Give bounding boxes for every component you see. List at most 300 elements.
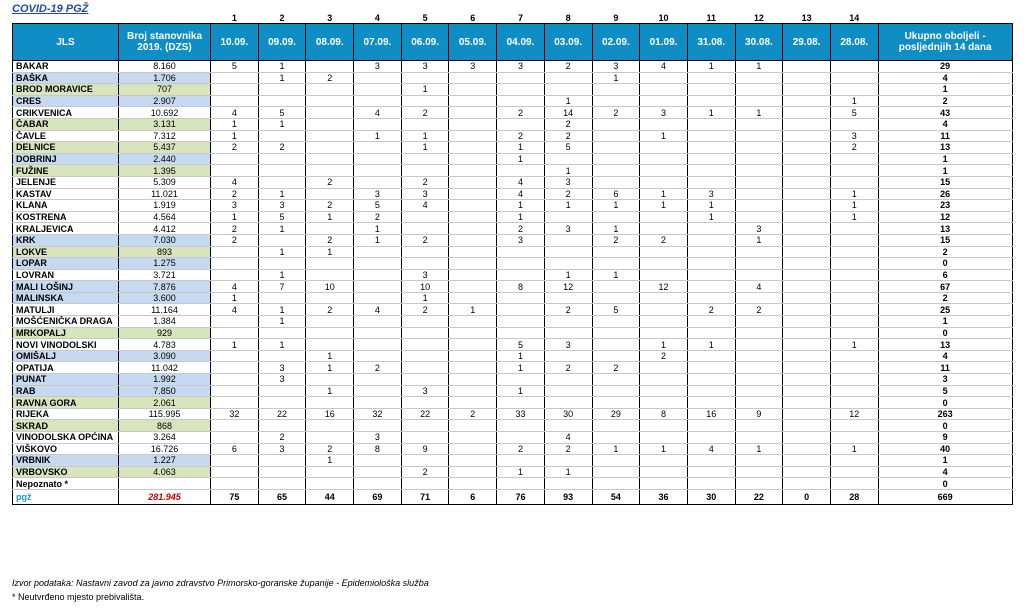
daily-cases-cell [306, 84, 354, 96]
header-date: 07.09. [354, 24, 402, 61]
daily-cases-cell [401, 420, 449, 432]
daily-cases-cell: 2 [592, 234, 640, 246]
daily-cases-cell: 2 [306, 72, 354, 84]
daily-cases-cell [592, 130, 640, 142]
daily-cases-cell [783, 432, 831, 444]
daily-cases-cell: 2 [401, 176, 449, 188]
daily-cases-cell [306, 374, 354, 386]
daily-cases-cell: 32 [211, 408, 259, 420]
table-row [13, 223, 1013, 235]
daily-cases-cell: 2 [592, 107, 640, 119]
population-cell: 4.783 [119, 339, 211, 351]
total-cases-cell: 67 [878, 281, 1012, 293]
population-cell: 7.030 [119, 234, 211, 246]
header-date: 01.09. [640, 24, 688, 61]
daily-cases-cell [544, 385, 592, 397]
daily-cases-cell [783, 362, 831, 374]
daily-cases-cell [258, 350, 306, 362]
total-cases-cell: 11 [878, 362, 1012, 374]
daily-cases-cell: 22 [258, 408, 306, 420]
daily-cases-cell [544, 455, 592, 467]
daily-cases-cell [687, 153, 735, 165]
daily-cases-cell [592, 374, 640, 386]
municipality-name: SKRAD [13, 420, 119, 432]
column-number: 14 [849, 13, 860, 23]
total-cases-cell: 1 [878, 84, 1012, 96]
daily-cases-cell [354, 339, 402, 351]
daily-cases-cell: 1 [306, 385, 354, 397]
population-cell: 3.090 [119, 350, 211, 362]
daily-cases-cell [354, 176, 402, 188]
daily-cases-cell [735, 374, 783, 386]
daily-cases-cell [354, 95, 402, 107]
municipality-name: MALINSKA [13, 292, 119, 304]
daily-cases-cell [592, 397, 640, 409]
daily-cases-cell [687, 223, 735, 235]
daily-cases-cell [592, 292, 640, 304]
table-row [13, 350, 1013, 362]
daily-cases-cell: 1 [497, 466, 545, 478]
table-row [13, 455, 1013, 467]
daily-cases-cell [783, 281, 831, 293]
daily-cases-cell: 4 [735, 281, 783, 293]
daily-cases-cell: 2 [354, 362, 402, 374]
footer-daily-total: 6 [449, 489, 497, 504]
daily-cases-cell [544, 246, 592, 258]
daily-cases-cell: 1 [640, 339, 688, 351]
daily-cases-cell [449, 269, 497, 281]
daily-cases-cell [783, 246, 831, 258]
total-cases-cell: 1 [878, 153, 1012, 165]
daily-cases-cell: 1 [401, 142, 449, 154]
daily-cases-cell [211, 478, 259, 490]
daily-cases-cell [211, 316, 259, 328]
daily-cases-cell [640, 374, 688, 386]
daily-cases-cell [258, 420, 306, 432]
daily-cases-cell [449, 118, 497, 130]
daily-cases-cell: 5 [592, 304, 640, 316]
daily-cases-cell [830, 455, 878, 467]
total-cases-cell: 0 [878, 327, 1012, 339]
daily-cases-cell [783, 292, 831, 304]
daily-cases-cell [687, 466, 735, 478]
daily-cases-cell: 1 [592, 223, 640, 235]
municipality-name: KRK [13, 234, 119, 246]
daily-cases-cell: 3 [401, 385, 449, 397]
daily-cases-cell [354, 153, 402, 165]
daily-cases-cell [497, 165, 545, 177]
daily-cases-cell [735, 420, 783, 432]
population-cell: 7.876 [119, 281, 211, 293]
daily-cases-cell [687, 72, 735, 84]
daily-cases-cell [449, 142, 497, 154]
daily-cases-cell: 6 [211, 443, 259, 455]
daily-cases-cell [687, 455, 735, 467]
daily-cases-cell [401, 223, 449, 235]
daily-cases-cell [497, 316, 545, 328]
municipality-name: DELNICE [13, 142, 119, 154]
daily-cases-cell [354, 269, 402, 281]
daily-cases-cell [544, 258, 592, 270]
daily-cases-cell [640, 258, 688, 270]
daily-cases-cell [258, 397, 306, 409]
daily-cases-cell [735, 362, 783, 374]
daily-cases-cell [830, 223, 878, 235]
table-row [13, 269, 1013, 281]
daily-cases-cell: 1 [306, 362, 354, 374]
municipality-name: VIŠKOVO [13, 443, 119, 455]
daily-cases-cell: 1 [306, 246, 354, 258]
daily-cases-cell [640, 385, 688, 397]
covid-table [12, 10, 1013, 505]
daily-cases-cell: 1 [306, 350, 354, 362]
daily-cases-cell [640, 432, 688, 444]
daily-cases-cell: 1 [830, 211, 878, 223]
daily-cases-cell: 2 [544, 118, 592, 130]
municipality-name: BAKAR [13, 61, 119, 73]
daily-cases-cell [211, 466, 259, 478]
total-cases-cell: 0 [878, 258, 1012, 270]
table-row [13, 466, 1013, 478]
daily-cases-cell: 1 [354, 223, 402, 235]
daily-cases-cell [449, 362, 497, 374]
daily-cases-cell [830, 397, 878, 409]
municipality-name: MRKOPALJ [13, 327, 119, 339]
daily-cases-cell [401, 258, 449, 270]
population-cell: 4.564 [119, 211, 211, 223]
daily-cases-cell [735, 72, 783, 84]
footer-grand-total: 669 [878, 489, 1012, 504]
daily-cases-cell [449, 95, 497, 107]
daily-cases-cell [497, 118, 545, 130]
daily-cases-cell [783, 269, 831, 281]
municipality-name: RIJEKA [13, 408, 119, 420]
daily-cases-cell: 3 [258, 362, 306, 374]
header-date: 29.08. [783, 24, 831, 61]
daily-cases-cell: 14 [544, 107, 592, 119]
footer-row [13, 489, 1013, 504]
daily-cases-cell [449, 188, 497, 200]
daily-cases-cell [449, 223, 497, 235]
table-row [13, 84, 1013, 96]
daily-cases-cell [592, 165, 640, 177]
daily-cases-cell: 4 [687, 443, 735, 455]
daily-cases-cell: 3 [640, 107, 688, 119]
daily-cases-cell: 1 [258, 269, 306, 281]
daily-cases-cell: 12 [544, 281, 592, 293]
population-cell: 3.600 [119, 292, 211, 304]
daily-cases-cell [211, 455, 259, 467]
daily-cases-cell [401, 362, 449, 374]
daily-cases-cell: 8 [497, 281, 545, 293]
table-row [13, 200, 1013, 212]
daily-cases-cell [544, 374, 592, 386]
daily-cases-cell [592, 211, 640, 223]
daily-cases-cell: 1 [640, 188, 688, 200]
population-cell: 4.063 [119, 466, 211, 478]
footer-daily-total: 75 [211, 489, 259, 504]
footer-daily-total: 71 [401, 489, 449, 504]
daily-cases-cell: 1 [544, 269, 592, 281]
daily-cases-cell [544, 211, 592, 223]
daily-cases-cell [449, 153, 497, 165]
daily-cases-cell [211, 153, 259, 165]
daily-cases-cell: 3 [211, 200, 259, 212]
total-cases-cell: 4 [878, 350, 1012, 362]
daily-cases-cell: 10 [306, 281, 354, 293]
total-cases-cell: 5 [878, 385, 1012, 397]
daily-cases-cell [783, 176, 831, 188]
population-cell: 1.227 [119, 455, 211, 467]
daily-cases-cell [830, 246, 878, 258]
daily-cases-cell [592, 466, 640, 478]
daily-cases-cell: 33 [497, 408, 545, 420]
daily-cases-cell [258, 385, 306, 397]
daily-cases-cell [306, 188, 354, 200]
daily-cases-cell [211, 420, 259, 432]
daily-cases-cell [449, 420, 497, 432]
total-cases-cell: 3 [878, 374, 1012, 386]
daily-cases-cell [592, 118, 640, 130]
total-cases-cell: 1 [878, 165, 1012, 177]
daily-cases-cell: 1 [592, 72, 640, 84]
daily-cases-cell: 3 [449, 61, 497, 73]
column-number: 7 [517, 13, 523, 23]
daily-cases-cell: 3 [354, 432, 402, 444]
total-cases-cell: 40 [878, 443, 1012, 455]
daily-cases-cell [640, 466, 688, 478]
daily-cases-cell [640, 362, 688, 374]
population-cell: 3.721 [119, 269, 211, 281]
daily-cases-cell [830, 118, 878, 130]
footer-daily-total: 36 [640, 489, 688, 504]
total-cases-cell: 0 [878, 420, 1012, 432]
daily-cases-cell: 2 [640, 234, 688, 246]
municipality-name: DOBRINJ [13, 153, 119, 165]
daily-cases-cell [640, 246, 688, 258]
daily-cases-cell [735, 188, 783, 200]
daily-cases-cell: 1 [497, 385, 545, 397]
daily-cases-cell: 1 [211, 339, 259, 351]
daily-cases-cell [449, 281, 497, 293]
footer-label: pgž [13, 489, 119, 504]
daily-cases-cell [830, 478, 878, 490]
daily-cases-cell [830, 281, 878, 293]
daily-cases-cell [735, 200, 783, 212]
daily-cases-cell [449, 130, 497, 142]
population-cell: 2.061 [119, 397, 211, 409]
table-row [13, 118, 1013, 130]
daily-cases-cell: 2 [306, 443, 354, 455]
municipality-name: RAVNA GORA [13, 397, 119, 409]
daily-cases-cell [401, 72, 449, 84]
daily-cases-cell: 2 [211, 188, 259, 200]
daily-cases-cell: 8 [640, 408, 688, 420]
daily-cases-cell [401, 153, 449, 165]
table-row [13, 246, 1013, 258]
population-cell: 893 [119, 246, 211, 258]
daily-cases-cell [640, 269, 688, 281]
column-number: 3 [327, 13, 333, 23]
daily-cases-cell [735, 246, 783, 258]
daily-cases-cell: 3 [258, 374, 306, 386]
total-cases-cell: 2 [878, 292, 1012, 304]
daily-cases-cell [640, 397, 688, 409]
daily-cases-cell [354, 165, 402, 177]
daily-cases-cell [497, 246, 545, 258]
daily-cases-cell [258, 466, 306, 478]
daily-cases-cell [640, 420, 688, 432]
daily-cases-cell [735, 466, 783, 478]
header-date: 05.09. [449, 24, 497, 61]
total-cases-cell: 13 [878, 142, 1012, 154]
daily-cases-cell [592, 385, 640, 397]
municipality-name: PUNAT [13, 374, 119, 386]
table-row [13, 165, 1013, 177]
total-cases-cell: 0 [878, 397, 1012, 409]
daily-cases-cell [592, 142, 640, 154]
daily-cases-cell: 1 [544, 165, 592, 177]
daily-cases-cell: 16 [306, 408, 354, 420]
footer-daily-total: 54 [592, 489, 640, 504]
daily-cases-cell: 2 [211, 142, 259, 154]
population-cell: 8.160 [119, 61, 211, 73]
table-row [13, 234, 1013, 246]
municipality-name: VRBNIK [13, 455, 119, 467]
population-cell: 115.995 [119, 408, 211, 420]
daily-cases-cell: 1 [735, 234, 783, 246]
daily-cases-cell: 1 [258, 223, 306, 235]
daily-cases-cell [449, 385, 497, 397]
daily-cases-cell [687, 316, 735, 328]
daily-cases-cell [544, 397, 592, 409]
table-row [13, 95, 1013, 107]
population-cell: 10.692 [119, 107, 211, 119]
daily-cases-cell [830, 327, 878, 339]
daily-cases-cell [783, 478, 831, 490]
daily-cases-cell [687, 95, 735, 107]
daily-cases-cell [830, 350, 878, 362]
daily-cases-cell [449, 466, 497, 478]
daily-cases-cell: 4 [354, 107, 402, 119]
daily-cases-cell [354, 142, 402, 154]
daily-cases-cell: 5 [830, 107, 878, 119]
population-cell: 929 [119, 327, 211, 339]
daily-cases-cell [306, 269, 354, 281]
table-row [13, 153, 1013, 165]
daily-cases-cell: 2 [401, 304, 449, 316]
footer-daily-total: 76 [497, 489, 545, 504]
daily-cases-cell: 2 [640, 350, 688, 362]
table-row [13, 176, 1013, 188]
daily-cases-cell [354, 84, 402, 96]
footnote: * Neutvrđeno mjesto prebivališta. [12, 592, 145, 602]
table-row [13, 339, 1013, 351]
table-row [13, 211, 1013, 223]
municipality-name: MALI LOŠINJ [13, 281, 119, 293]
daily-cases-cell: 2 [354, 211, 402, 223]
daily-cases-cell [687, 269, 735, 281]
municipality-name: Nepoznato * [13, 478, 119, 490]
daily-cases-cell [735, 176, 783, 188]
daily-cases-cell: 4 [640, 61, 688, 73]
daily-cases-cell [735, 432, 783, 444]
header-population: Broj stanovnika 2019. (DZS) [119, 24, 211, 61]
population-cell: 1.395 [119, 165, 211, 177]
daily-cases-cell: 9 [401, 443, 449, 455]
daily-cases-cell [783, 339, 831, 351]
daily-cases-cell [211, 246, 259, 258]
daily-cases-cell: 2 [258, 432, 306, 444]
daily-cases-cell: 1 [354, 234, 402, 246]
daily-cases-cell: 3 [401, 61, 449, 73]
daily-cases-cell [592, 84, 640, 96]
daily-cases-cell [783, 118, 831, 130]
column-number: 9 [613, 13, 619, 23]
daily-cases-cell [354, 455, 402, 467]
daily-cases-cell [211, 350, 259, 362]
table-row [13, 443, 1013, 455]
daily-cases-cell [735, 130, 783, 142]
daily-cases-cell [449, 176, 497, 188]
daily-cases-cell [640, 95, 688, 107]
source-note: Izvor podataka: Nastavni zavod za javno zdravstvo Primorsko-goranske županije - Epidemiološka služba [12, 578, 429, 588]
daily-cases-cell [544, 292, 592, 304]
daily-cases-cell: 2 [592, 362, 640, 374]
municipality-name: LOPAR [13, 258, 119, 270]
daily-cases-cell [306, 432, 354, 444]
header-date: 31.08. [687, 24, 735, 61]
daily-cases-cell: 3 [592, 61, 640, 73]
municipality-name: BROD MORAVICE [13, 84, 119, 96]
daily-cases-cell: 4 [211, 176, 259, 188]
daily-cases-cell [306, 153, 354, 165]
daily-cases-cell [306, 397, 354, 409]
daily-cases-cell [592, 153, 640, 165]
daily-cases-cell [640, 72, 688, 84]
column-number: 6 [470, 13, 476, 23]
daily-cases-cell: 1 [401, 84, 449, 96]
daily-cases-cell: 3 [544, 339, 592, 351]
table-row [13, 432, 1013, 444]
daily-cases-cell [401, 478, 449, 490]
daily-cases-cell: 3 [401, 269, 449, 281]
column-number: 1 [231, 13, 237, 23]
municipality-name: VINODOLSKA OPĆINA [13, 432, 119, 444]
daily-cases-cell [783, 142, 831, 154]
daily-cases-cell [211, 397, 259, 409]
footer-daily-total: 22 [735, 489, 783, 504]
daily-cases-cell: 2 [306, 176, 354, 188]
daily-cases-cell [735, 211, 783, 223]
daily-cases-cell [783, 455, 831, 467]
daily-cases-cell [258, 153, 306, 165]
population-cell: 7.312 [119, 130, 211, 142]
daily-cases-cell: 4 [211, 281, 259, 293]
daily-cases-cell [830, 153, 878, 165]
daily-cases-cell [211, 362, 259, 374]
daily-cases-cell: 1 [830, 443, 878, 455]
daily-cases-cell: 2 [258, 142, 306, 154]
daily-cases-cell: 1 [830, 339, 878, 351]
daily-cases-cell: 1 [258, 118, 306, 130]
daily-cases-cell [687, 385, 735, 397]
daily-cases-cell [735, 327, 783, 339]
daily-cases-cell [640, 211, 688, 223]
table-row [13, 316, 1013, 328]
daily-cases-cell [640, 84, 688, 96]
daily-cases-cell [401, 246, 449, 258]
